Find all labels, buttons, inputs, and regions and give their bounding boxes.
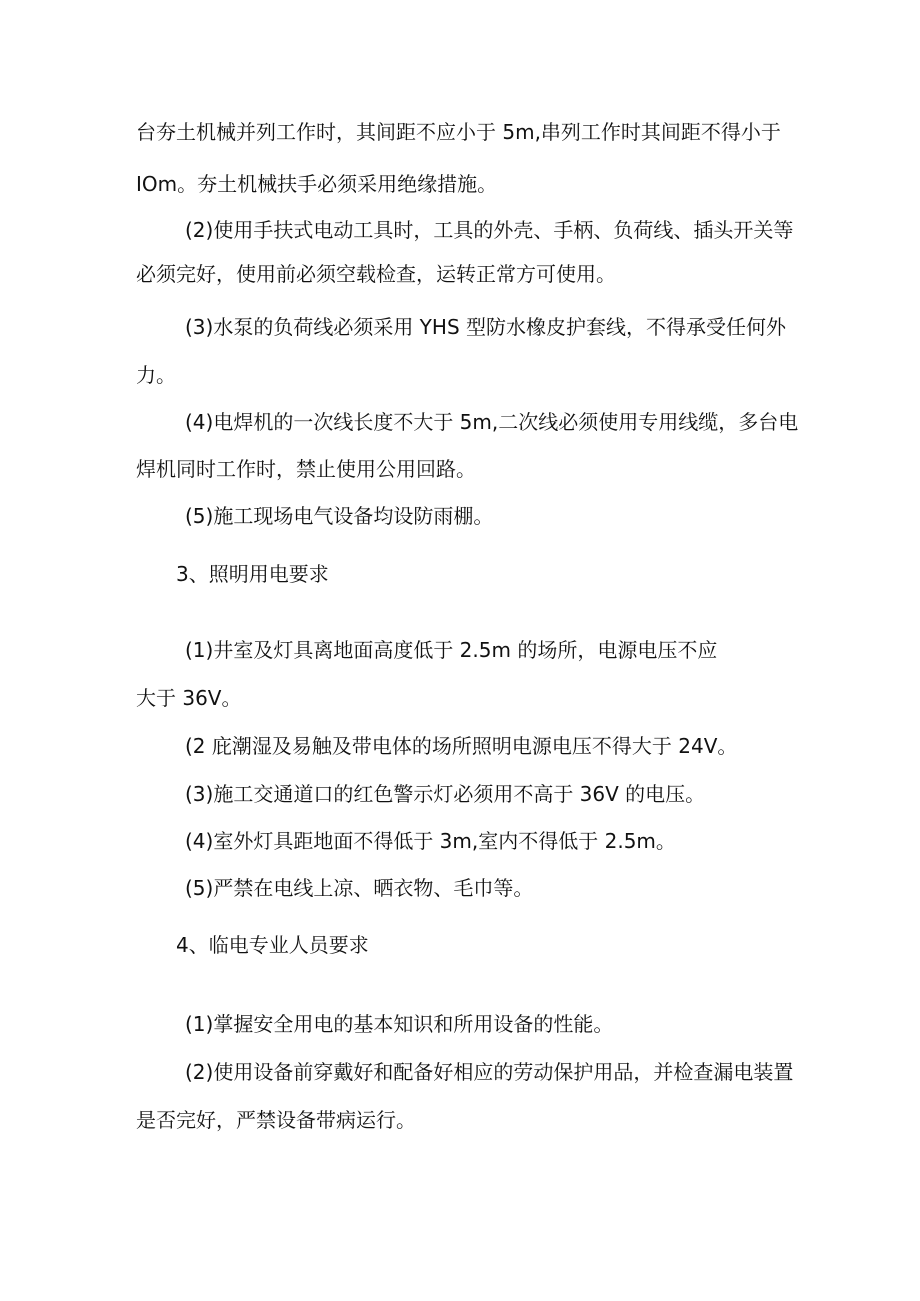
text-line: (2)使用设备前穿戴好和配备好相应的劳动保护用品，并检查漏电装置 (185, 1060, 794, 1084)
text-line: 焊机同时工作时，禁止使用公用回路。 (136, 457, 476, 481)
text-line: (3)施工交通道口的红色警示灯必须用不高于 36V 的电压。 (185, 782, 706, 806)
text-line: (1)掌握安全用电的基本知识和所用设备的性能。 (185, 1012, 614, 1036)
text-line: (1)井室及灯具离地面高度低于 2.5m 的场所，电源电压不应 (185, 638, 718, 662)
text-line: 必须完好，使用前必须空载检查，运转正常方可使用。 (136, 262, 616, 286)
text-line: IOm。夯土机械扶手必须采用绝缘措施。 (136, 172, 498, 196)
text-line: (5)施工现场电气设备均设防雨棚。 (185, 504, 494, 528)
text-line: (5)严禁在电线上凉、晒衣物、毛巾等。 (185, 876, 534, 900)
text-line: (2)使用手扶式电动工具时，工具的外壳、手柄、负荷线、插头开关等 (185, 218, 794, 242)
text-line: (4)室外灯具距地面不得低于 3m,室内不得低于 2.5m。 (185, 829, 676, 853)
text-line: (4)电焊机的一次线长度不大于 5m,二次线必须使用专用线缆，多台电 (185, 410, 799, 434)
section-heading: 4、临电专业人员要求 (176, 933, 369, 957)
text-line: 是否完好，严禁设备带病运行。 (136, 1108, 416, 1132)
text-line: 台夯土机械并列工作时，其间距不应小于 5m,串列工作时其间距不得小于 (136, 120, 781, 144)
text-line: (3)水泵的负荷线必须采用 YHS 型防水橡皮护套线，不得承受任何外 (185, 315, 786, 339)
section-heading: 3、照明用电要求 (176, 562, 329, 586)
text-line: (2 庇潮湿及易触及带电体的场所照明电源电压不得大于 24V。 (185, 734, 738, 758)
text-line: 力。 (136, 363, 176, 387)
text-line: 大于 36V。 (136, 686, 242, 710)
